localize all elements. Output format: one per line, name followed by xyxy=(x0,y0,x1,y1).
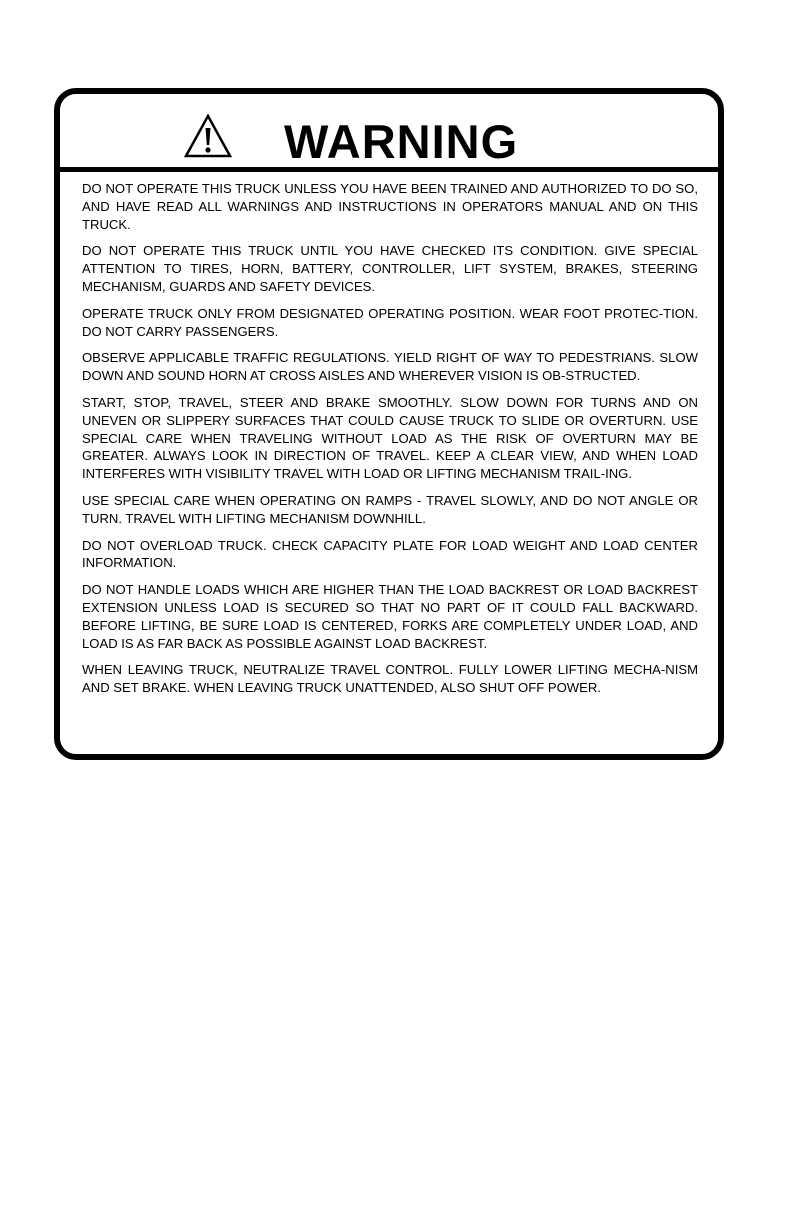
warning-paragraph: DO NOT HANDLE LOADS WHICH ARE HIGHER THAN THE LOAD BACKREST OR LOAD BACKREST EXTENSION UNLESS LOAD IS SECURED SO THAT NO PART OF IT COULD FALL BACKWARD. BEFORE LIFTING, BE SURE LOAD IS CENTERED, FORKS ARE COMPLETELY UNDER LOAD, AND LOAD IS AS FAR BACK AS POSSIBLE AGAINST LOAD BACKREST. xyxy=(82,582,698,651)
warning-paragraph: DO NOT OPERATE THIS TRUCK UNTIL YOU HAVE CHECKED ITS CONDITION. GIVE SPECIAL ATTENTION TO TIRES, HORN, BATTERY, CONTROLLER, LIFT SYSTEM, BRAKES, STEERING MECHANISM, GUARDS AND SAFETY DEVICES. xyxy=(82,243,698,294)
warning-paragraph: USE SPECIAL CARE WHEN OPERATING ON RAMPS - TRAVEL SLOWLY, AND DO NOT ANGLE OR TURN. TRAVEL WITH LIFTING MECHANISM DOWNHILL. xyxy=(82,492,698,526)
warning-header xyxy=(60,94,718,172)
warning-triangle-icon xyxy=(184,114,232,158)
warning-paragraph: DO NOT OVERLOAD TRUCK. CHECK CAPACITY PLATE FOR LOAD WEIGHT AND LOAD CENTER INFORMATION. xyxy=(82,537,698,571)
warning-paragraph: START, STOP, TRAVEL, STEER AND BRAKE SMOOTHLY. SLOW DOWN FOR TURNS AND ON UNEVEN OR SLIPPERY SURFACES THAT COULD CAUSE TRUCK TO SLIDE OR OVERTURN. USE SPECIAL CARE WHEN TRAVELING WITHOUT LOAD AS THE RISK OF OVERTURN MAY BE GREATER. ALWAYS LOOK IN DIRECTION OF TRAVEL. KEEP A CLEAR VIEW, AND WHEN LOAD INTERFERES WITH VISIBILITY TRAVEL WITH LOAD OR LIFTING MECHANISM TRAIL-ING. xyxy=(82,394,698,482)
warning-body xyxy=(82,180,698,706)
warning-title: WARNING xyxy=(284,115,519,168)
warning-paragraph: OPERATE TRUCK ONLY FROM DESIGNATED OPERATING POSITION. WEAR FOOT PROTEC-TION. DO NOT CARRY PASSENGERS. xyxy=(82,305,698,339)
warning-paragraph: DO NOT OPERATE THIS TRUCK UNLESS YOU HAVE BEEN TRAINED AND AUTHORIZED TO DO SO, AND HAVE READ ALL WARNINGS AND INSTRUCTIONS IN OPERATORS MANUAL AND ON THIS TRUCK. xyxy=(82,181,698,232)
warning-label xyxy=(54,88,724,760)
warning-paragraph: OBSERVE APPLICABLE TRAFFIC REGULATIONS. YIELD RIGHT OF WAY TO PEDESTRIANS. SLOW DOWN AND SOUND HORN AT CROSS AISLES AND WHEREVER VISION IS OB-STRUCTED. xyxy=(82,350,698,384)
warning-paragraph: WHEN LEAVING TRUCK, NEUTRALIZE TRAVEL CONTROL. FULLY LOWER LIFTING MECHA-NISM AND SET BRAKE. WHEN LEAVING TRUCK UNATTENDED, ALSO SHUT OFF POWER. xyxy=(82,662,698,696)
